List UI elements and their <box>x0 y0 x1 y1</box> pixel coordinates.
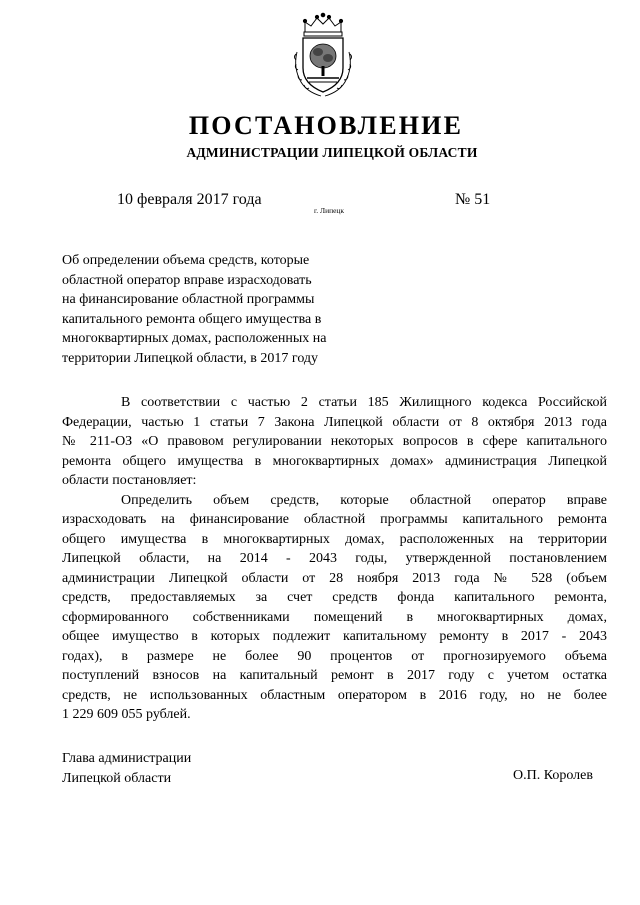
paragraph-line: годах), в размере не более 90 процентов от прогнозируемого объема <box>62 648 607 664</box>
document-subject <box>62 251 362 369</box>
signatory-title-line: Липецкой области <box>62 770 172 786</box>
paragraph-line: № 211-ОЗ «О правовом регулировании некоторых вопросов в сфере капитального <box>62 434 607 449</box>
subject-line: капитального ремонта общего имущества в <box>62 311 322 327</box>
subject-line: областной оператор вправе израсходовать <box>62 272 312 288</box>
paragraph-line: Определить объем средств, которые областной оператор вправе <box>121 492 607 508</box>
paragraph-line: Липецкой области, на 2014 - 2043 годы, утвержденной постановлением <box>62 551 607 566</box>
paragraph-line: 1 229 609 055 рублей. <box>62 707 191 722</box>
document-subtitle: АДМИНИСТРАЦИИ ЛИПЕЦКОЙ ОБЛАСТИ <box>186 145 478 160</box>
paragraph-line: ремонта общего имущества в многоквартирных домах» администрация Липецкой <box>62 453 607 469</box>
paragraph-line: Федерации, частью 1 статьи 7 Закона Липецкой области от 8 октября 2013 года <box>62 414 607 430</box>
subject-line: на финансирование областной программы <box>62 292 315 308</box>
signatory-name: О.П. Королев <box>513 768 593 783</box>
subject-line: территории Липецкой области, в 2017 году <box>62 350 319 366</box>
signatory-title-line: Глава администрации <box>62 751 192 766</box>
signatory-title <box>62 749 191 788</box>
paragraph-line: общего имущества в многоквартирных домах, расположенных на территории <box>62 531 607 547</box>
document-number: № 51 <box>455 191 491 208</box>
document-body <box>62 393 607 725</box>
paragraph-line: израсходовать на финансирование областной программы капитального ремонта <box>62 512 607 527</box>
subject-line: Об определении объема средств, которые <box>62 253 310 268</box>
paragraph-line: средств, предоставляемых за счет средств фонда капитального ремонта, <box>62 590 607 605</box>
subject-line: многоквартирных домах, расположенных на <box>62 331 327 347</box>
paragraph-line: сформированного собственниками помещений в многоквартирных домах, <box>62 609 607 625</box>
paragraph-line: области постановляет: <box>62 473 197 488</box>
paragraph-line: администрации Липецкой области от 28 ноября 2013 года № 528 (объем <box>62 570 607 586</box>
paragraph-line: средств, не использованных областным оператором в 2016 году, но не более <box>62 687 607 703</box>
coat-of-arms-emblem <box>291 12 355 98</box>
paragraph-preamble <box>62 393 607 491</box>
paragraph-line: В соответствии с частью 2 статьи 185 Жилищного кодекса Российской <box>121 395 607 410</box>
paragraph-decision <box>62 491 607 725</box>
document-date: 10 февраля 2017 года <box>117 191 262 208</box>
paragraph-line: общее имущество в которых подлежит капитальному ремонту в 2017 - 2043 <box>62 629 607 644</box>
document-city: г. Липецк <box>314 206 345 215</box>
paragraph-line: поступлений взносов на капитальный ремонт в 2017 году с учетом остатка <box>62 668 607 683</box>
document-title: ПОСТАНОВЛЕНИЕ <box>188 111 464 140</box>
